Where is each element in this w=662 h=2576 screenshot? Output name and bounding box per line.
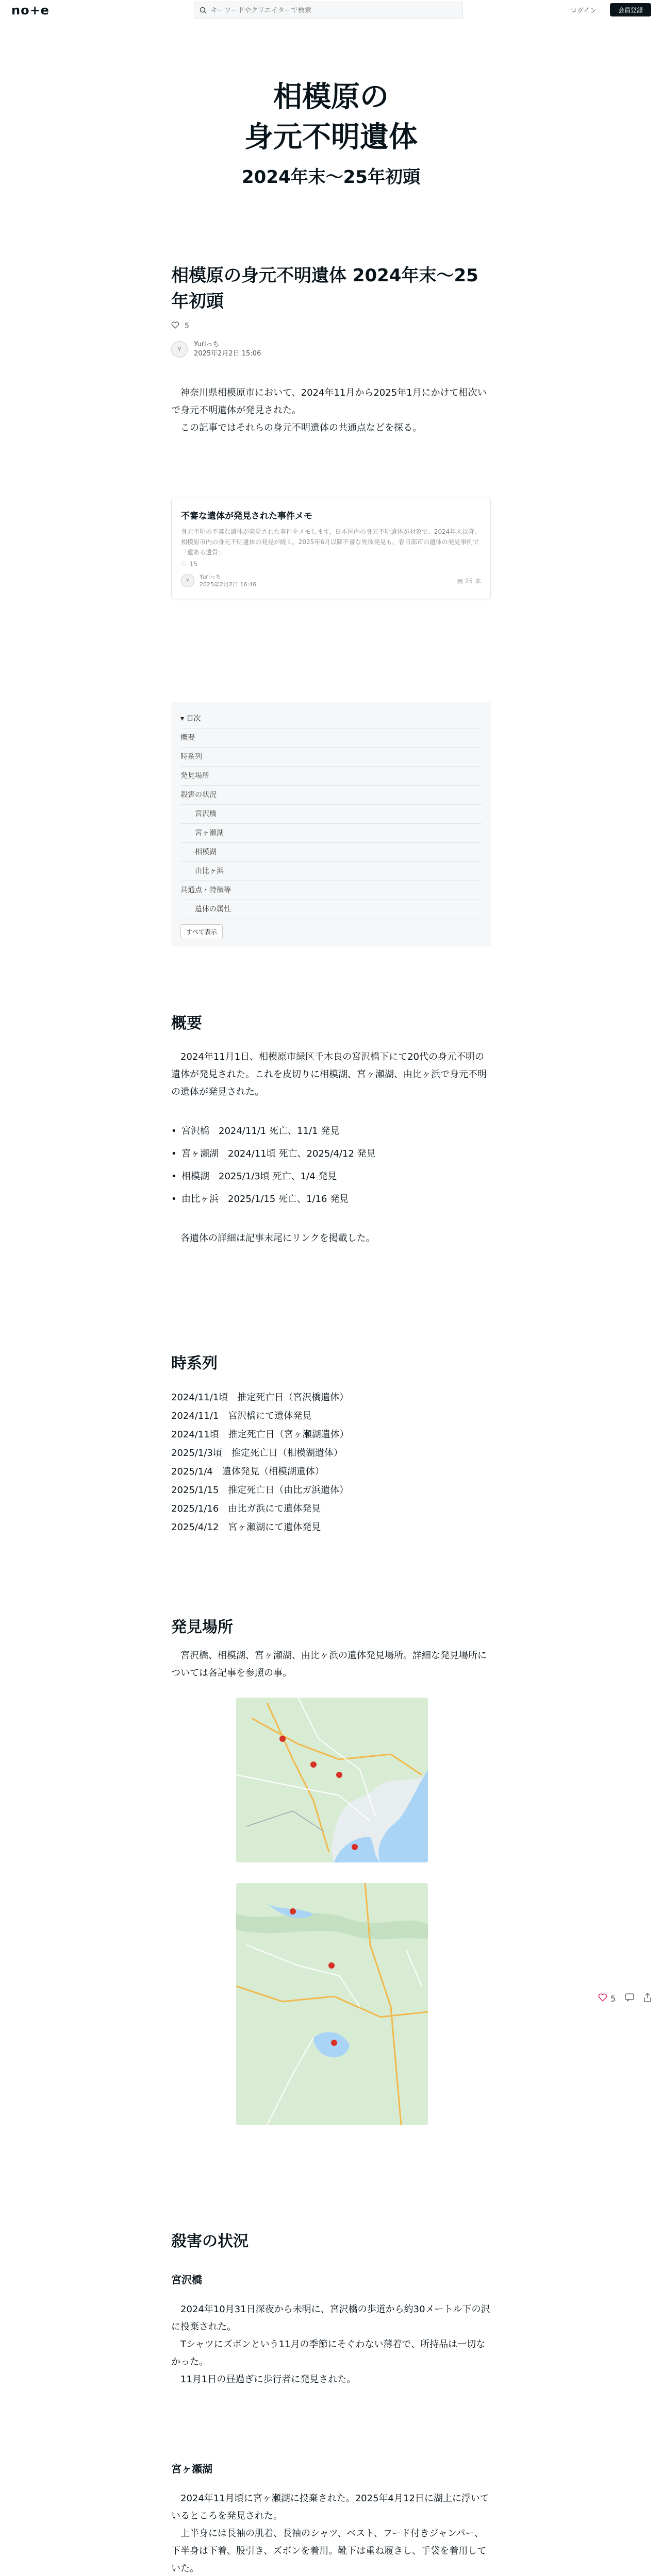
map-image-wide[interactable] xyxy=(236,1698,428,1862)
chevron-down-icon: ▾ xyxy=(180,715,185,723)
author-meta xyxy=(194,340,261,359)
avatar[interactable]: Y xyxy=(171,341,188,358)
section-heading: 概要 xyxy=(171,1014,202,1032)
share-icon[interactable] xyxy=(643,1993,652,2004)
card-like-count: 15 xyxy=(189,561,198,568)
list-item-text: 宮ヶ瀬湖 2024/11頃 死亡、2025/4/12 発見 xyxy=(181,1148,376,1159)
toc-item[interactable]: 発見場所 xyxy=(180,767,482,786)
timeline-list xyxy=(171,1388,491,1537)
list-item: • 由比ヶ浜 2025/1/15 死亡、1/16 発見 xyxy=(171,1192,491,1207)
section-heading: 時系列 xyxy=(171,1354,218,1372)
card-title: 不審な遺体が発見された事件メモ xyxy=(181,511,312,521)
section-heading: 発見場所 xyxy=(171,1618,233,1636)
paragraph: 11月1日の昼過ぎに歩行者に発見された。 xyxy=(171,2374,356,2385)
intro xyxy=(171,384,491,437)
paragraph: Tシャツにズボンという11月の季節にそぐわない薄着で、所持品は一切なかった。 xyxy=(171,2339,486,2367)
card-author-row xyxy=(181,573,481,588)
toc-item[interactable]: 宮ヶ瀬湖 xyxy=(180,824,482,843)
post-date: 2025年2月2日 15:06 xyxy=(194,350,261,358)
top-bar xyxy=(0,0,662,20)
list-item: • 宮ヶ瀬湖 2024/11頃 死亡、2025/4/12 発見 xyxy=(171,1146,491,1162)
timeline-item: 2024/11/1頃 推定死亡日（宮沢橋遺体） xyxy=(171,1392,349,1403)
section-location xyxy=(171,1614,491,2125)
search-box[interactable] xyxy=(194,2,463,19)
toc-header[interactable] xyxy=(180,709,482,728)
map-image-detail[interactable] xyxy=(236,1883,428,2125)
card-avatar: Y xyxy=(181,574,194,587)
card-date: 2025年2月2日 16:46 xyxy=(200,581,257,588)
paragraph: 上半身には長袖の肌着、長袖のシャツ、ベスト、フード付きジャンパー、下半身は下着、股引き、ズボンを着用。靴下は重ね履きし、手袋を着用していた。 xyxy=(171,2528,487,2574)
timeline-item: 2025/1/16 由比ガ浜にて遺体発見 xyxy=(171,1503,321,1514)
hero-title-line1: 相模原の xyxy=(273,80,389,114)
timeline-item: 2024/11頃 推定死亡日（宮ヶ瀬湖遺体） xyxy=(171,1429,349,1440)
toc-item[interactable]: 共通点・特徴等 xyxy=(180,881,482,900)
overview-paragraph: 2024年11月1日、相模原市緑区千木良の宮沢橋下にて20代の身元不明の遺体が発見された。これを皮切りに相模湖、宮ヶ瀬湖、由比ヶ浜で身元不明の遺体が発見された。 xyxy=(171,1052,487,1097)
search-icon xyxy=(196,4,210,17)
card-count-text: 25 本 xyxy=(465,577,481,585)
signup-button[interactable]: 会員登録 xyxy=(610,3,651,16)
like-row xyxy=(171,321,491,331)
search-input[interactable] xyxy=(210,6,449,15)
article-title: 相模原の身元不明遺体 2024年末〜25年初頭 xyxy=(171,265,478,312)
intro-paragraph: この記事ではそれらの身元不明遺体の共通点などを探る。 xyxy=(171,422,422,433)
subsection-heading: 宮沢橋 xyxy=(171,2274,202,2286)
heart-icon[interactable] xyxy=(171,321,179,331)
toc-item[interactable]: 由比ヶ浜 xyxy=(180,862,482,881)
toc-item[interactable]: 相模湖 xyxy=(180,843,482,862)
list-item-text: 相模湖 2025/1/3頃 死亡、1/4 発見 xyxy=(181,1171,337,1182)
hero-title-line2: 身元不明遺体 xyxy=(244,121,418,154)
note-logo[interactable]: no+e xyxy=(11,3,49,18)
location-paragraph: 宮沢橋、相模湖、宮ヶ瀬湖、由比ヶ浜の遺体発見場所。詳細な発見場所については各記事を参照の事。 xyxy=(171,1650,487,1679)
intro-paragraph: 神奈川県相模原市において、2024年11月から2025年1月にかけて相次いで身元不明遺体が発見された。 xyxy=(171,387,487,416)
list-item-text: 宮沢橋 2024/11/1 死亡、11/1 発見 xyxy=(181,1126,340,1137)
timeline-item: 2025/4/12 宮ヶ瀬湖にて遺体発見 xyxy=(171,1522,321,1533)
section-situation xyxy=(171,2228,491,2576)
card-like-row xyxy=(181,561,481,568)
toc-item[interactable]: 殺害の状況 xyxy=(180,786,482,805)
toc-title: 目次 xyxy=(186,715,201,723)
timeline-item: 2025/1/4 遺体発見（相模湖遺体） xyxy=(171,1466,324,1477)
overview-note: 各遺体の詳細は記事末尾にリンクを掲載した。 xyxy=(171,1233,375,1244)
overview-bullet-list xyxy=(171,1124,491,1207)
timeline-item: 2025/1/15 推定死亡日（由比ガ浜遺体） xyxy=(171,1485,349,1496)
list-item-text: 由比ヶ浜 2025/1/15 死亡、1/16 発見 xyxy=(181,1194,349,1205)
heart-icon: ♡ xyxy=(181,561,187,568)
subsection-body xyxy=(171,2490,491,2576)
card-article-count xyxy=(457,577,481,585)
section-overview xyxy=(171,1010,491,1247)
comment-icon[interactable] xyxy=(625,1993,634,2004)
like-count: 5 xyxy=(185,322,189,330)
section-heading: 殺害の状況 xyxy=(171,2232,249,2250)
like-button[interactable] xyxy=(598,1993,616,2004)
list-item: • 相模湖 2025/1/3頃 死亡、1/4 発見 xyxy=(171,1169,491,1184)
card-description: 身元不明の不審な遺体が発見された事件をメモします。日本国内の身元不明遺体が対象で、2024年末以降、相模原市内の身元不明遺体の発見が続く。2025年6月以降不審な死体発見も。春日部市の遺体の発見事例で「遺ある遺骨」 xyxy=(181,528,481,556)
subsection-body xyxy=(171,2301,491,2388)
article-content xyxy=(171,263,491,2576)
toc-show-all-button[interactable]: すべて表示 xyxy=(180,924,223,939)
timeline-item: 2025/1/3頃 推定死亡日（相模湖遺体） xyxy=(171,1448,343,1459)
card-author-name: Yuriっち xyxy=(200,573,222,580)
toc-item[interactable]: 遺体の属性 xyxy=(180,900,482,919)
login-button[interactable]: ログイン xyxy=(570,7,597,15)
author-row xyxy=(171,340,491,359)
heart-icon xyxy=(598,1993,607,2004)
embedded-magazine-card[interactable] xyxy=(171,498,491,599)
timeline-item: 2024/11/1 宮沢橋にて遺体発見 xyxy=(171,1411,312,1421)
author-name[interactable]: Yuriっち xyxy=(194,341,220,348)
toc-item[interactable]: 時系列 xyxy=(180,748,482,767)
toc-item[interactable]: 宮沢橋 xyxy=(180,805,482,824)
document-icon: ▤ xyxy=(457,577,464,585)
card-author-meta xyxy=(200,573,256,588)
list-item: • 宮沢橋 2024/11/1 死亡、11/1 発見 xyxy=(171,1124,491,1139)
floating-actions xyxy=(598,1993,652,2004)
paragraph: 2024年10月31日深夜から未明に、宮沢橋の歩道から約30メートル下の沢に投棄された。 xyxy=(171,2304,490,2332)
subsection-heading: 宮ヶ瀬湖 xyxy=(171,2463,212,2475)
hero-subtitle: 2024年末〜25年初頭 xyxy=(242,167,420,188)
toc-item[interactable]: 概要 xyxy=(180,728,482,748)
section-timeline xyxy=(171,1350,491,1537)
paragraph: 2024年11月頃に宮ヶ瀬湖に投棄された。2025年4月12日に湖上に浮いているところを発見された。 xyxy=(171,2493,489,2521)
table-of-contents xyxy=(171,702,491,946)
hero-banner xyxy=(0,77,662,188)
floating-like-count: 5 xyxy=(610,1993,616,2004)
